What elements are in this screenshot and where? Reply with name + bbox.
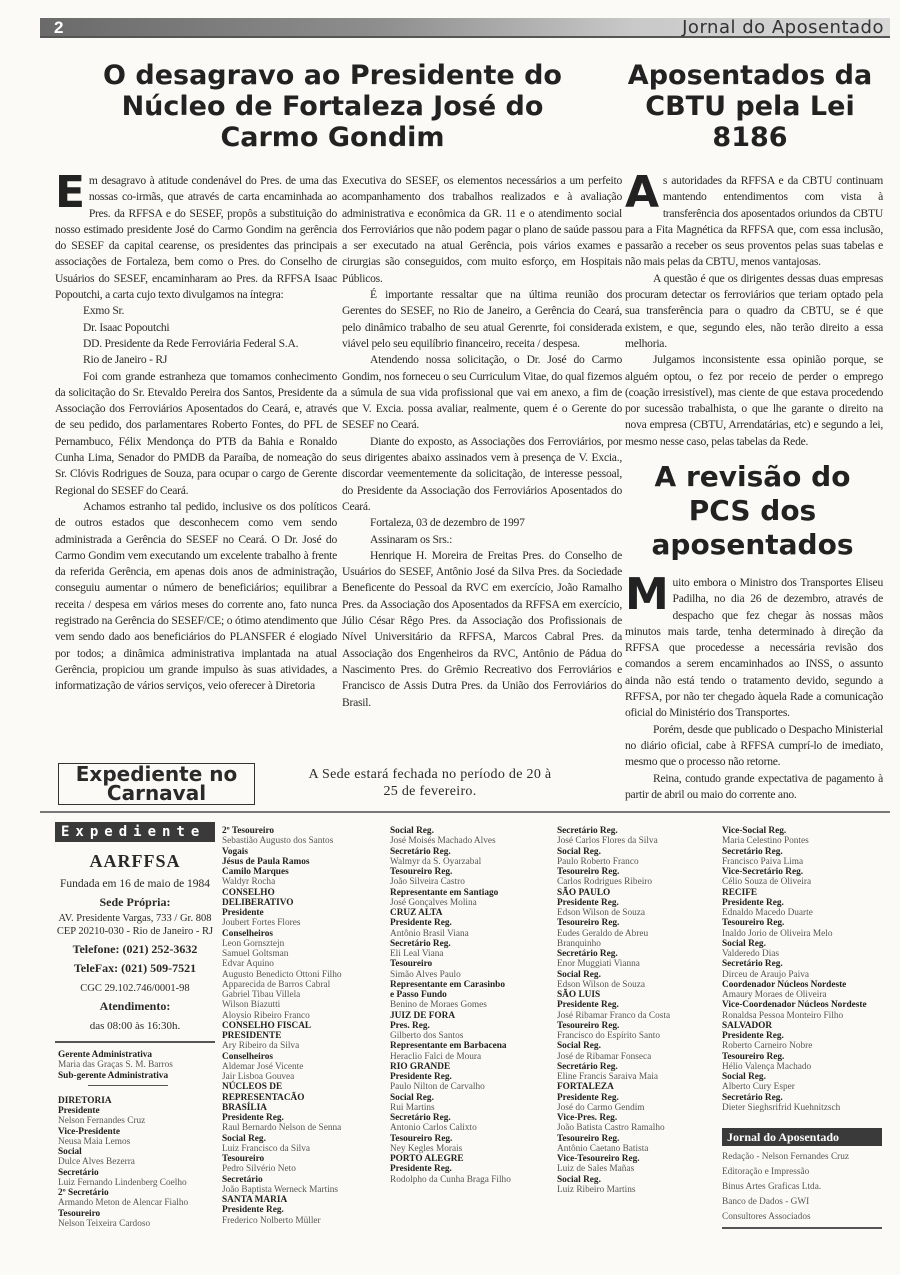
staff-name: Waldyr Rocha (222, 877, 276, 888)
staff-role: Presidente Reg. (222, 1205, 284, 1216)
article2-body (625, 167, 883, 450)
staff-role: Social (58, 1147, 82, 1157)
paragraph: Reina, contudo grande expectativa de pagamento à partir de abril ou maio do corrente ano. (625, 771, 883, 801)
staff-role: Presidente Reg. (390, 918, 452, 929)
staff-role: SANTA MARIA (222, 1195, 288, 1205)
staff-role: Presidente Reg. (557, 897, 619, 908)
expediente-box (55, 822, 215, 1043)
staff-role: PORTO ALEGRE (390, 1154, 464, 1164)
staff-role: DIRETORIA (58, 1095, 112, 1106)
staff-name: Paulo Nilton de Carvalho (390, 1082, 485, 1093)
newspaper-name: Jornal do Aposentado (682, 17, 884, 38)
staff-name: Raul Bernardo Nelson de Senna (222, 1123, 342, 1134)
staff-name: Nelson Fernandes Cruz (58, 1116, 146, 1127)
paragraph: É importante ressaltar que na última reunião dos Gerentes do SESEF, no Rio de Janeiro, a Gerência do Ceará, pelo dinâmico trabalho de seu atual Gerenrte, foi considerada viável pelo seu equilíbrio financeiro, receita / despesa. (342, 288, 622, 350)
credit-line: Consultores Associados (722, 1212, 811, 1222)
section-divider (40, 811, 890, 813)
paragraph: Atendendo nossa solicitação, o Dr. José do Carmo Gondim, nos forneceu o seu Curriculum Vitae, do qual fizemos a súmula de sua vida profissional que vai em anexo, a fim de que V. Excia. possa avaliar, realmente, quem é o Gerente do SESEF no Ceará. (342, 353, 622, 432)
staff-role: Vice-Coordenador Núcleos Nordeste (722, 1000, 867, 1011)
paragraph: Porém, desde que publicado o Despacho Ministerial no diário oficial, cabe à RFFSA cumprí-lo de imediato, mesmo que o processo não retorne. (625, 722, 883, 769)
sede-label: Sede Própria: (99, 895, 171, 909)
paragraph-text: s autoridades da RFFSA e da CBTU continuam mantendo entendimentos com vista à transferência dos aposentados oriundos da CBTU para a Fita Magnética da RFFSA que, com essa inclusão, passarão a receber os seus proventos pelas suas tabelas e não mais pelas da CBTU, menos vantajosas. (625, 174, 883, 269)
staff-name: Maria das Graças S. M. Barros (58, 1060, 173, 1071)
staff-role: Social Reg. (722, 938, 766, 949)
credits-title: Jornal do Aposentado (722, 1128, 882, 1146)
article1-column1 (55, 167, 337, 695)
staff-name: José Gonçalves Molina (390, 897, 477, 908)
staff-name: Nelson Teixeira Cardoso (58, 1218, 151, 1229)
staff-role: Secretário Reg. (722, 959, 783, 970)
paragraph: A questão é que os dirigentes dessas duas empresas procuram detectar os ferroviários que teriam optado pela sua transferência para o quadro da CBTU, se é que existem, e que, segundo eles, não terão direito a essa melhoria. (625, 271, 883, 350)
staff-role: Social Reg. (557, 846, 601, 857)
staff-role: Secretário Reg. (390, 938, 451, 949)
staff-name: Sebastião Augusto dos Santos (222, 836, 334, 847)
credits-box (722, 1120, 882, 1229)
drop-cap: E (55, 167, 85, 218)
staff-name: Benino de Moraes Gomes (390, 1000, 487, 1011)
address-line2: CEP 20210-030 - Rio de Janeiro - RJ (56, 926, 214, 937)
staff-role: Presidente Reg. (390, 1072, 452, 1082)
staff-role: Presidente (222, 908, 264, 918)
staff-role: Conselheiros (222, 928, 273, 939)
staff-role: Social Reg. (557, 969, 601, 980)
staff-role: SÃO PAULO (557, 887, 611, 898)
staff-name: José Ribamar Franco da Costa (557, 1010, 671, 1021)
paragraph: Assinaram os Srs.: (370, 532, 453, 546)
staff-name: Inaldo Jorio de Oliveira Melo (722, 928, 833, 939)
staff-role: Vice-Presidente (58, 1126, 120, 1137)
staff-name: Eudes Geraldo de Abreu (557, 928, 649, 939)
staff-role: BRASÍLIA (222, 1102, 267, 1113)
staff-role: Vice-Pres. Reg. (557, 1113, 618, 1123)
staff-name: Jair Lisboa Gouvea (222, 1072, 295, 1082)
staff-role: Camilo Marques (222, 867, 289, 877)
paragraph-text: m desagravo à atitude condenável do Pres. de uma das nossas co-irmãs, que através de carta encaminhada ao Pres. da RFFSA e do SESEF, propôs a substituição do nosso estimado presidente José do Carmo Gondim na gerência do SESEF da capital cearense, os presidentes das principais associações de Fortaleza, bem como o Pres. do Conselho de Usuários do SESEF, encaminharam ao Pres. da RFFSA Isaac Popoutchi, a carta cujo texto divulgamos na íntegra: (55, 174, 337, 302)
staff-name: Pedro Silvério Neto (222, 1164, 296, 1175)
staff-role: Vice-Social Reg. (722, 826, 787, 836)
staff-role: Secretário Reg. (390, 846, 451, 857)
staff-role: Tesoureiro Reg. (557, 1020, 620, 1031)
address-line1: AV. Presidente Vargas, 733 / Gr. 808 (58, 913, 212, 924)
staff-role: Tesoureiro Reg. (557, 867, 620, 877)
staff-name: Edson Wilson de Souza (557, 979, 646, 990)
staff-name: Luiz Ribeiro Martins (557, 1184, 636, 1195)
staff-name: Luiz de Sales Mañas (557, 1164, 635, 1175)
staff-name: Valderedo Dias (722, 949, 780, 959)
staff-name: Aldemar José Vicente (222, 1061, 304, 1072)
staff-name: Apparecida de Barros Cabral (222, 979, 331, 990)
staff-role: Sub-gerente Administrativa (58, 1070, 169, 1081)
staff-role: PRESIDENTE (222, 1031, 282, 1041)
staff-role: CONSELHO (222, 887, 275, 898)
staff-role: Secretário Reg. (557, 949, 618, 959)
staff-name: José do Carmo Gendim (557, 1102, 645, 1113)
staff-name: Ednaldo Macedo Duarte (722, 908, 813, 918)
credit-line: Binus Artes Graficas Ltda. (722, 1182, 822, 1192)
drop-cap: M (625, 569, 669, 620)
staff-role: SÃO LUIS (557, 990, 601, 1000)
staff-role: Representante em Carasinbo (390, 979, 505, 990)
staff-name: Antônio Caetano Batista (557, 1143, 649, 1154)
staff-name: Hélio Valença Machado (722, 1061, 812, 1072)
staff-role: Presidente (58, 1106, 100, 1116)
staff-name: Eline Francis Saraiva Maia (557, 1072, 658, 1082)
credits-list (722, 1150, 882, 1229)
staff-name: Roberto Carneiro Nobre (722, 1041, 813, 1052)
paragraph (625, 167, 883, 271)
staff-name: Dulce Alves Bezerra (58, 1157, 135, 1168)
staff-name: Augusto Benedicto Ottoni Filho (222, 969, 342, 980)
staff-name: Carlos Rodrigues Ribeiro (557, 877, 653, 888)
staff-role: RECIFE (722, 887, 758, 898)
staff-role: Presidente Reg. (722, 897, 784, 908)
staff-role: CRUZ ALTA (390, 908, 443, 918)
staff-role: Presidente Reg. (222, 1113, 284, 1123)
staff-name: Joubert Fortes Flores (222, 918, 301, 929)
paragraph (625, 569, 883, 722)
staff-role: Pres. Reg. (390, 1020, 430, 1031)
staff-role: Secretário (58, 1167, 99, 1178)
expediente-header: Expediente (55, 822, 215, 842)
staff-role: DELIBERATIVO (222, 897, 294, 908)
staff-name: Dieter Sieghsrifrid Kuehnitzsch (722, 1102, 841, 1113)
paragraph: Henrique H. Moreira de Freitas Pres. do Conselho de Usuários do SESEF, Antônio José da Silva Pres. da Sociedade Beneficente do Pessoal da RVC em exercício, João Ramalho Pres. da Associação dos Aposentados da RFFSA em exercício, Júlio César Rêgo Pres. da Associação dos Profissionais de Nível Universitário da RFFSA, Marcos Cabral Pres. da Associação dos Engenheiros da RVC, Antônio de Pádua do Nascimento Pres. do Grêmio Recreativo dos Ferroviários e Francisco de Assis Dutra Pres. da União dos Ferroviários do Brasil. (342, 548, 622, 709)
staff-role: Presidente Reg. (557, 1000, 619, 1011)
staff-role: 2º Secretário (58, 1188, 109, 1198)
founded: Fundada em 16 de maio de 1984 (59, 878, 211, 890)
staff-role: Vogais (222, 846, 249, 857)
staff-name: Rodolpho da Cunha Braga Filho (390, 1174, 511, 1185)
staff-role: Tesoureiro Reg. (722, 918, 785, 929)
staff-column-1 (58, 1050, 188, 1229)
staff-role: Secretário Reg. (557, 1061, 618, 1072)
paragraph: Dr. Isaac Popoutchi (83, 320, 170, 334)
staff-role: Social Reg. (722, 1072, 766, 1082)
staff-name: Dirceu de Araujo Paiva (722, 969, 809, 980)
staff-name: Eli Leal Viana (390, 949, 444, 959)
paragraph: Executiva do SESEF, os elementos necessários a um perfeito acompanhamento dos trabalhos realizados e à avaliação administrativa e econômica da GR. 11 e o atendimento social dos Ferroviários que não podem pagar o plano de saúde passou a ser executado na atual Gerência, pois vários exames e cirurgias são conseguidos, com muito esforço, em Hospitais Públicos. (342, 174, 622, 285)
staff-name: Maria Celestino Pontes (722, 836, 809, 847)
staff-role: Secretário (222, 1174, 263, 1185)
staff-role: Social Reg. (390, 1092, 434, 1103)
staff-role: Tesoureiro Reg. (722, 1051, 785, 1062)
paragraph: Rio de Janeiro - RJ (83, 353, 168, 367)
staff-name: Paulo Roberto Franco (557, 856, 639, 867)
page-number: 2 (54, 18, 64, 37)
staff-name: Simão Alves Paulo (390, 969, 461, 980)
staff-name: Armando Meton de Alencar Fialho (58, 1198, 189, 1209)
staff-name: José de Ribamar Fonseca (557, 1051, 652, 1062)
staff-role: Secretário Reg. (390, 1113, 451, 1123)
staff-name: Alberto Cury Esper (722, 1082, 795, 1093)
staff-name: Ronaldsa Pessoa Monteiro Filho (722, 1010, 844, 1021)
staff-role: Social Reg. (390, 826, 434, 836)
staff-name: Célio Souza de Oliveira (722, 877, 812, 888)
staff-name: Ary Ribeiro da Silva (222, 1041, 300, 1052)
phone: Telefone: (021) 252-3632 (72, 942, 198, 956)
paragraph (55, 167, 337, 303)
staff-name: Antônio Brasil Viana (390, 928, 469, 939)
staff-role: Tesoureiro (222, 1154, 265, 1164)
staff-name: Neusa Maia Lemos (58, 1136, 131, 1147)
article1-column2 (342, 173, 622, 711)
staff-role: Presidente Reg. (722, 1031, 784, 1041)
org-name: AARFFSA (89, 851, 181, 871)
staff-name: Francisco do Espírito Santo (557, 1031, 661, 1041)
hours: das 08:00 às 16:30h. (89, 1020, 181, 1032)
staff-name: Luiz Francisco da Silva (222, 1143, 311, 1154)
carnaval-notice-title: Expediente no Carnaval (58, 763, 255, 805)
carnaval-notice-text: A Sede estará fechada no período de 20 à 25 de fevereiro. (308, 767, 552, 799)
article3-title: A revisão do PCS dos aposentados (651, 460, 854, 561)
staff-role: Social Reg. (557, 1174, 601, 1185)
staff-role: Gerente Administrativa (58, 1050, 153, 1060)
article3-body (625, 569, 883, 803)
staff-name: Luiz Fernando Lindenberg Coelho (58, 1177, 187, 1188)
staff-role: JUIZ DE FORA (390, 1010, 456, 1021)
article2-title: Aposentados da CBTU pela Lei 8186 (627, 60, 873, 153)
staff-name: Edvar Aquino (222, 959, 274, 970)
staff-role: Tesoureiro Reg. (390, 1133, 453, 1144)
fax: TeleFax: (021) 509-7521 (73, 961, 197, 975)
staff-name: João Baptista Werneck Martins (222, 1184, 339, 1195)
staff-role: Tesoureiro Reg. (557, 918, 620, 929)
staff-column-2 (222, 826, 342, 1226)
staff-name: Ney Kegles Morais (390, 1143, 463, 1154)
staff-role: Vice-Tesoureiro Reg. (557, 1154, 640, 1164)
staff-role: FORTALEZA (557, 1082, 614, 1093)
staff-role: Social Reg. (557, 1041, 601, 1052)
staff-name: João Batista Castro Ramalho (557, 1123, 665, 1134)
staff-role: Presidente Reg. (557, 1092, 619, 1103)
staff-name: Branquinho (557, 938, 601, 949)
staff-name: Walmyr da S. Oyarzabal (390, 856, 482, 867)
staff-role: Secretário Reg. (722, 1092, 783, 1103)
staff-name: João Silveira Castro (390, 877, 465, 888)
staff-role: CONSELHO FISCAL (222, 1020, 312, 1031)
staff-role: Conselheiros (222, 1051, 273, 1062)
staff-name: José Carlos Flores da Silva (557, 836, 658, 847)
staff-role: Representante em Santiago (390, 887, 499, 898)
staff-role: Tesoureiro Reg. (557, 1133, 620, 1144)
staff-name: Antonio Carlos Calixto (390, 1123, 477, 1134)
credit-line: Redação - Nelson Fernandes Cruz (722, 1152, 850, 1162)
staff-name: Gabriel Tibau Villela (222, 990, 301, 1000)
staff-name: Wilson Biazutti (222, 1000, 281, 1011)
paragraph-text: uito embora o Ministro dos Transportes Eliseu Padilha, no dia 26 de dezembro, através de despacho que fez chegar às nossas mãos minutos mais tarde, tenha determinado à direção da RFFSA que procedesse a necessária revisão dos comandos a serem encaminhados ao INSS, o assunto ainda não está tendo o tratamento devido, segundo a RFFSA, por não ter chegado àquela Rade a comunicação oficial do Ministério dos Transportes. (625, 576, 883, 720)
staff-name: Aloysio Ribeiro Franco (222, 1010, 310, 1021)
staff-role: Jésus de Paula Ramos (222, 856, 310, 867)
credit-line: Editoração e Impressão (722, 1167, 810, 1177)
cgc: CGC 29.102.746/0001-98 (80, 983, 190, 994)
staff-role: Representante em Barbacena (390, 1041, 507, 1052)
drop-cap: A (625, 167, 659, 218)
paragraph: Achamos estranho tal pedido, inclusive os dos políticos de outros estados que desconhecem como vem sendo administrada a Gerência do SESEF no Ceará. O Dr. José do Carmo Gondim vem executando um excelente trabalho à frente da referida Gerência, em apenas dois anos de administração, conseguiu aumentar o número de beneficiários; equilibrar a receita / despesa em vários meses do corrente ano, fato nunca registrado na Gerência do SESEF/CE; o ótimo atendimento que vem sendo dado aos beneficiários do PLANSFER é elogiado por todos; a dinâmica administrativa implantada na atual Gerência, propiciou um grande impulso às suas atividades, a informatização de vários serviços, veio oferecer à Diretoria (55, 499, 337, 693)
paragraph: Julgamos inconsistente essa opinião porque, se alguém optou, o fez por receio de perder o emprego (coação irresistível), mas ciente de que estava procedendo por sucessão trabalhista, o que lhe garante o direito na nova empresa (CBTU, Arrendatárias, etc) e segundo a lei, mesmo nesse caso, pelas tabelas da Rede. (625, 353, 883, 448)
staff-role: Social Reg. (222, 1133, 266, 1144)
staff-role: Tesoureiro (58, 1208, 101, 1219)
staff-name: Francisco Paiva Lima (722, 856, 804, 867)
divider (88, 1085, 168, 1086)
paragraph: DD. Presidente da Rede Ferroviária Federal S.A. (83, 336, 299, 350)
staff-column-3 (390, 826, 511, 1185)
paragraph: Diante do exposto, as Associações dos Ferroviários, por seus dirigentes abaixo assinados vem à presença de V. Excia., discordar veementemente da solicitação, de interesse pessoal, do Presidente da Associação dos Ferroviários Aposentados do Ceará. (342, 434, 622, 513)
staff-role: Vice-Secretário Reg. (722, 867, 804, 877)
staff-role: 2º Tesoureiro (222, 826, 275, 836)
staff-name: Heraclio Falci de Moura (390, 1051, 482, 1062)
staff-role: REPRESENTACÃO (222, 1092, 305, 1103)
staff-name: Frederico Nolberto Müller (222, 1215, 321, 1226)
staff-role: SALVADOR (722, 1020, 773, 1031)
staff-role: Secretário Reg. (557, 826, 618, 836)
credit-line: Banco de Dados - GWI (722, 1197, 810, 1207)
staff-role: e Passo Fundo (390, 990, 447, 1000)
paragraph: Foi com grande estranheza que tomamos conhecimento da solicitação do Sr. Etevaldo Pereira dos Santos, Presidente da Associação dos Ferroviários Aposentados do Ceará, e, através de seu pedido, dos parlamentares Roberto Fontes, do PFL de Pernambuco, Félix Mendonça do PTB da Bahia e Ronaldo Cunha Lima, Senador do PMDB da Paraíba, de nomeação do Sr. Clóvis Rodrigues de Souza, para ocupar o cargo de Gerente Regional do SESEF do Ceará. (55, 369, 337, 497)
staff-role: Tesoureiro Reg. (390, 867, 453, 877)
paragraph: Fortaleza, 03 de dezembro de 1997 (370, 516, 525, 530)
staff-name: Leon Gornsztejn (222, 938, 285, 949)
staff-name: Rui Martins (390, 1102, 435, 1113)
article1-title: O desagravo ao Presidente do Núcleo de Fortaleza José do Carmo Gondim (103, 60, 562, 153)
staff-column-4 (557, 826, 670, 1195)
staff-name: Edson Wilson de Souza (557, 908, 646, 918)
staff-name: José Moisés Machado Alves (390, 836, 496, 847)
staff-role: NÚCLEOS DE (222, 1082, 283, 1093)
hours-label: Atendimento: (99, 999, 171, 1013)
paragraph: Exmo Sr. (83, 304, 125, 318)
staff-name: Amaury Moraes de Oliveira (722, 990, 827, 1000)
staff-name: Samuel Goltsman (222, 949, 289, 959)
staff-role: Presidente Reg. (390, 1164, 452, 1175)
staff-role: RIO GRANDE (390, 1061, 451, 1072)
staff-column-5 (722, 826, 867, 1113)
staff-name: Enor Muggiati Vianna (557, 959, 640, 970)
page-header-bar (40, 18, 890, 38)
staff-name: Gilberto dos Santos (390, 1031, 464, 1041)
staff-role: Tesoureiro (390, 959, 433, 970)
staff-role: Coordenador Núcleos Nordeste (722, 979, 847, 990)
staff-role: Secretário Reg. (722, 846, 783, 857)
